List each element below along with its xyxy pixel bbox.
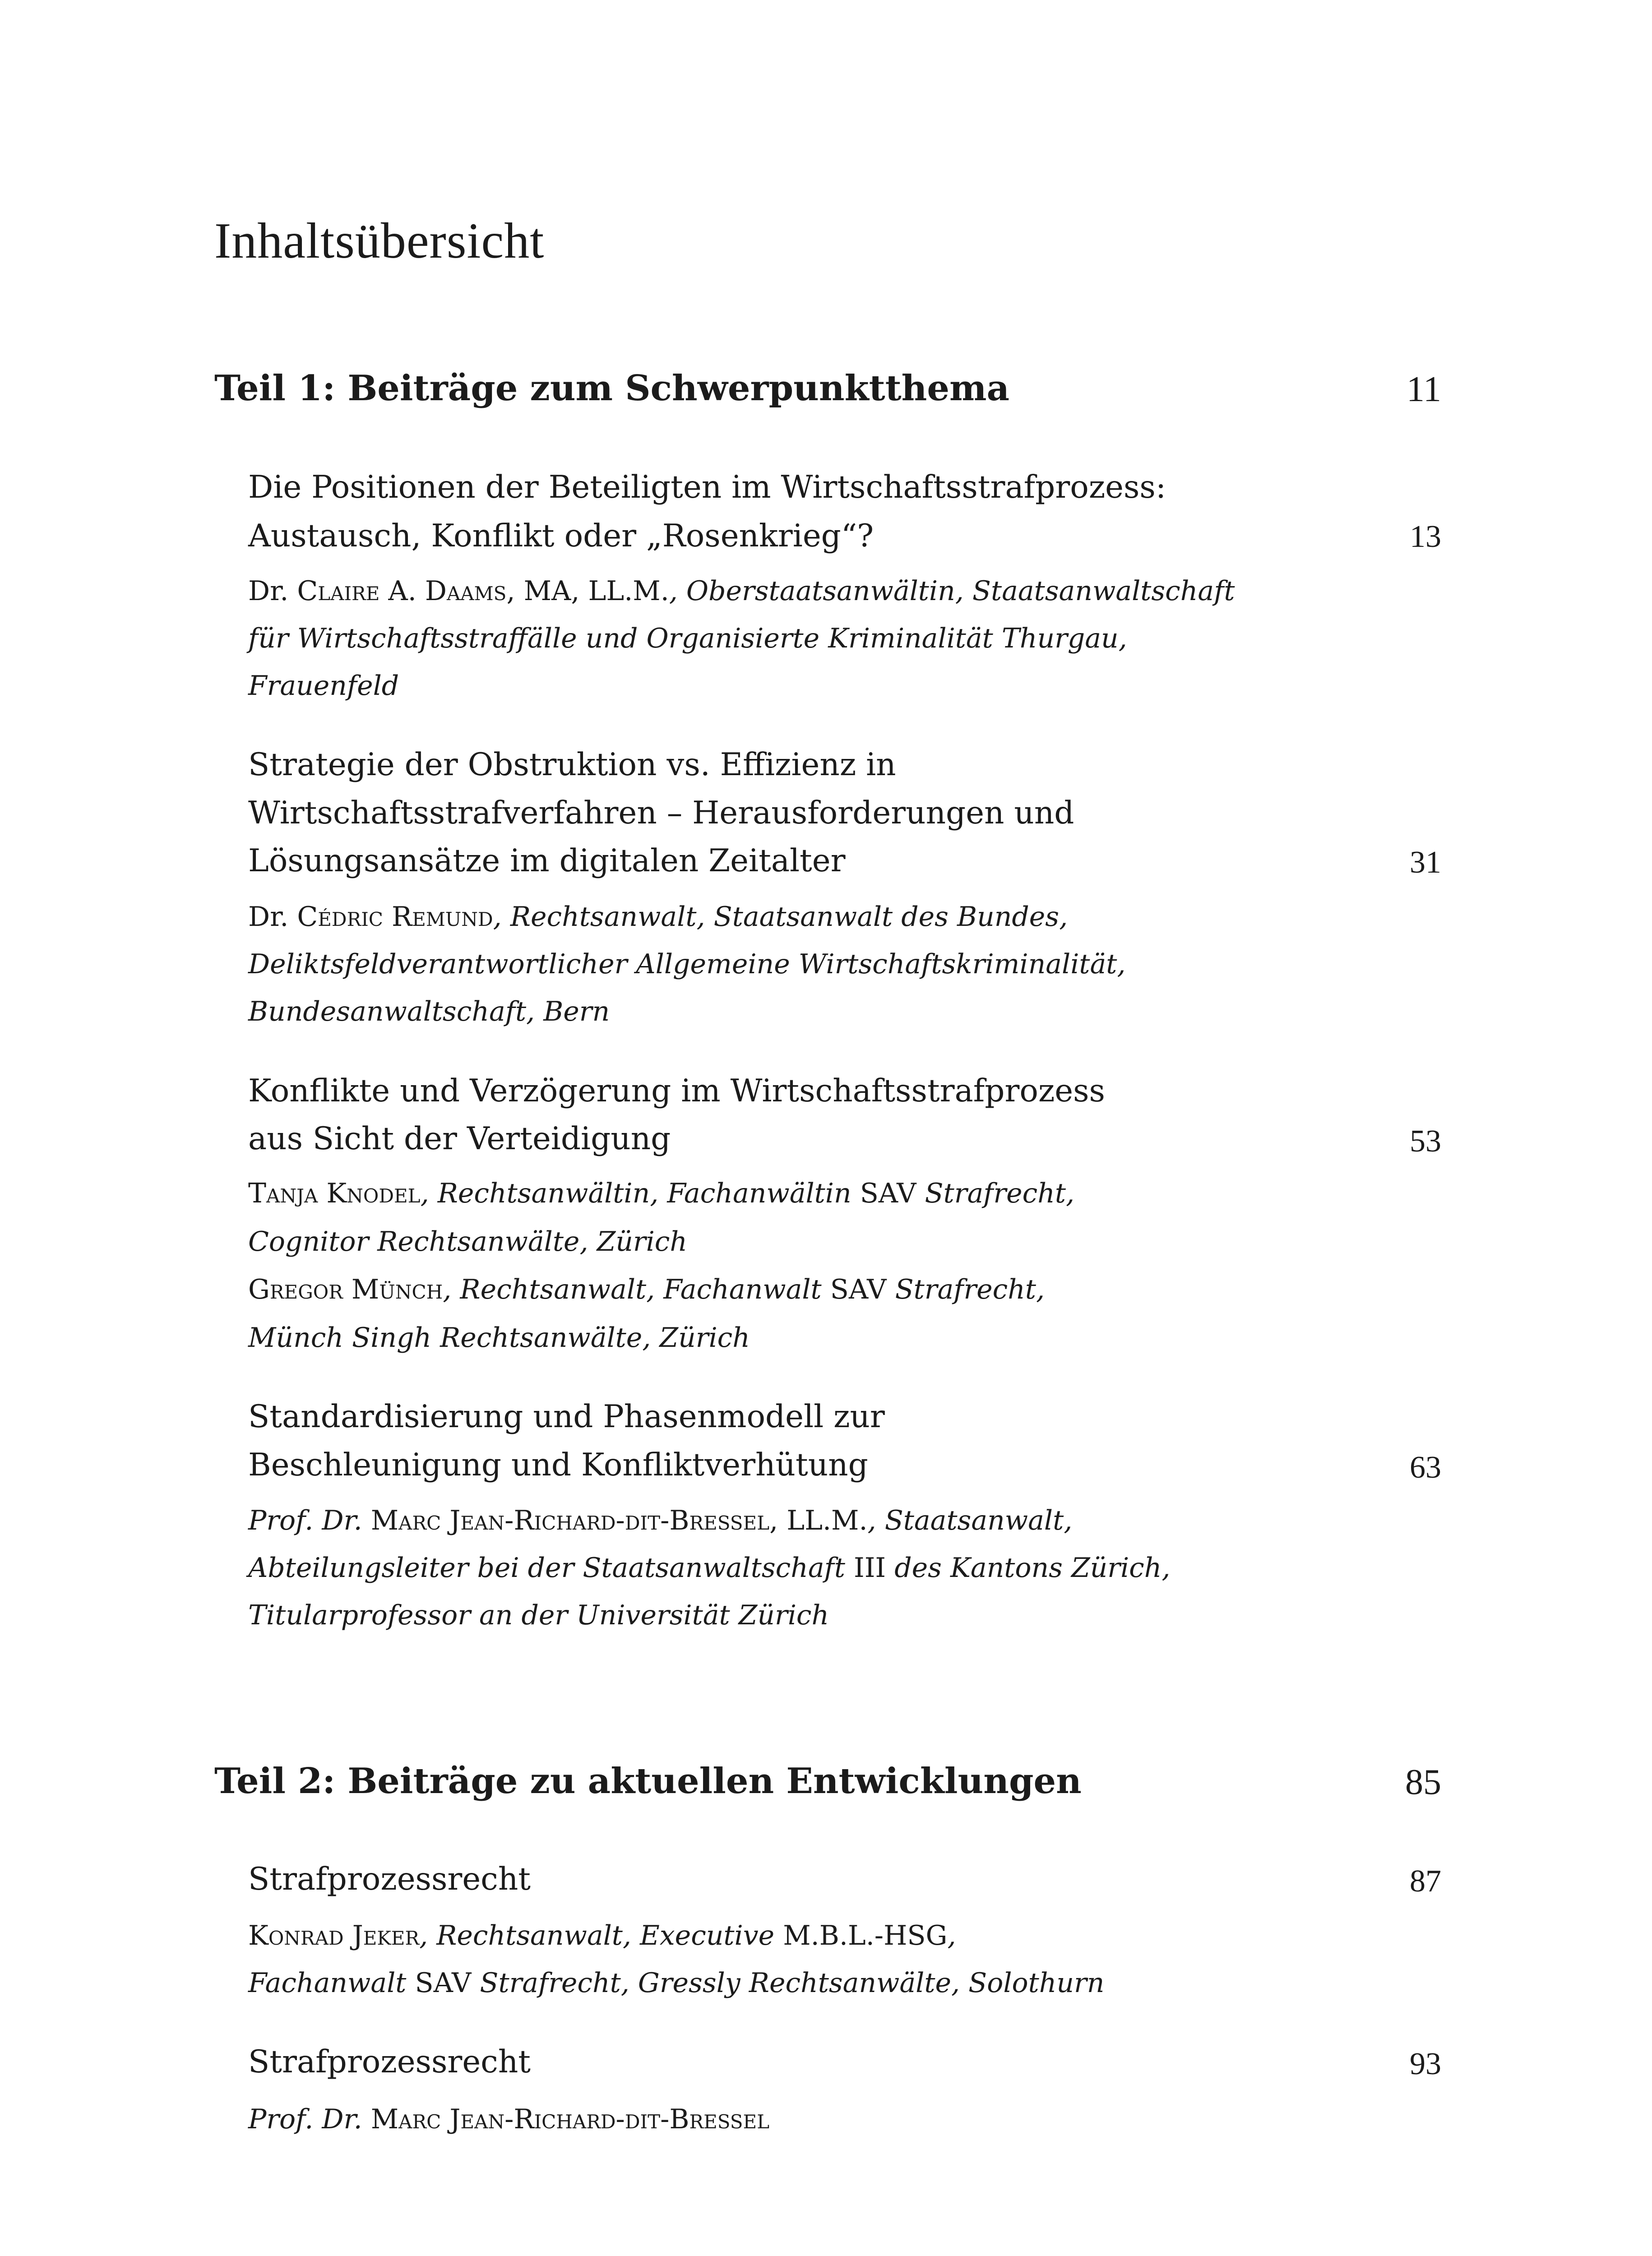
author-line xyxy=(248,1967,1104,1999)
author-text: Strafrecht, Gressly Rechtsanwälte, Solothurn xyxy=(471,1967,1105,1999)
author-text: SAV xyxy=(415,1967,472,1999)
author-text: Titularprofessor an der Universität Zürich xyxy=(248,1600,829,1631)
author-line xyxy=(248,1552,1171,1584)
entry-page-number: 13 xyxy=(1410,519,1441,554)
author-text: für Wirtschaftsstraffälle und Organisierte Kriminalität Thurgau, xyxy=(248,623,1127,654)
author-name: Tanja Knodel xyxy=(248,1178,421,1209)
author-name: Marc Jean-Richard-dit-Bressel xyxy=(370,1505,770,1536)
entry-page-number: 63 xyxy=(1410,1450,1441,1485)
author-text: , Rechtsanwalt, Staatsanwalt des Bundes, xyxy=(493,901,1068,933)
author-text: Prof. Dr. xyxy=(248,1505,371,1536)
author-text: III xyxy=(854,1552,886,1584)
author-line xyxy=(248,1178,1074,1209)
author-text: Deliktsfeldverantwortlicher Allgemeine Wirtschaftskriminalität, xyxy=(248,948,1126,980)
author-text: Cognitor Rechtsanwälte, Zürich xyxy=(248,1226,688,1257)
entry-title-line: Austausch, Konflikt oder „Rosenkrieg“? xyxy=(248,518,874,554)
entry-title-line: Die Positionen der Beteiligten im Wirtschaftsstrafprozess: xyxy=(248,469,1166,505)
author-text: , Oberstaatsanwältin, Staatsanwaltschaft xyxy=(669,575,1235,607)
author-line xyxy=(248,1920,956,1951)
author-name: Gregor Münch xyxy=(248,1274,443,1305)
author-line xyxy=(248,1600,829,1631)
entry-page-number: 93 xyxy=(1410,2047,1441,2081)
author-text: Dr. xyxy=(248,901,297,933)
author-text: , Rechtsanwalt, Fachanwalt xyxy=(443,1274,830,1305)
entry-title-line: Wirtschaftsstrafverfahren – Herausforderungen und xyxy=(248,795,1074,831)
author-line xyxy=(248,623,1127,654)
author-text: M.B.L.-HSG xyxy=(783,1920,948,1951)
author-line xyxy=(248,1226,687,1257)
author-text: des Kantons Zürich, xyxy=(886,1552,1171,1584)
author-text: SAV xyxy=(830,1274,887,1305)
author-line xyxy=(248,1322,750,1354)
entry-title-line: Strafprozessrecht xyxy=(248,1861,531,1897)
entry-title-line: Strategie der Obstruktion vs. Effizienz in xyxy=(248,747,896,783)
entry-page-number: 53 xyxy=(1410,1124,1441,1159)
entry-page-number: 31 xyxy=(1410,845,1441,880)
author-text: Frauenfeld xyxy=(248,670,399,702)
author-text: Bundesanwaltschaft, Bern xyxy=(248,996,610,1027)
author-text: Prof. Dr. xyxy=(248,2103,371,2135)
author-text: , xyxy=(947,1920,956,1951)
author-text: Fachanwalt xyxy=(248,1967,415,1999)
author-text: , Staatsanwalt, xyxy=(867,1505,1073,1536)
part-1-title: Teil 1: Beiträge zum Schwerpunktthema xyxy=(214,368,1010,409)
author-text: Abteilungsleiter bei der Staatsanwaltschaft xyxy=(248,1552,854,1584)
entry-title-line: aus Sicht der Verteidigung xyxy=(248,1121,671,1157)
entry-title-line: Strafprozessrecht xyxy=(248,2044,531,2080)
part-1-page-number: 11 xyxy=(1406,370,1441,409)
entry-title-line: Standardisierung und Phasenmodell zur xyxy=(248,1399,885,1435)
author-text: SAV xyxy=(860,1178,916,1209)
author-name: Cédric Remund xyxy=(297,901,493,933)
author-line xyxy=(248,1505,1072,1536)
author-name: Marc Jean-Richard-dit-Bressel xyxy=(370,2103,770,2135)
part-2-title: Teil 2: Beiträge zu aktuellen Entwicklungen xyxy=(214,1761,1082,1802)
author-line xyxy=(248,670,399,702)
author-text: Dr. xyxy=(248,575,297,607)
author-line xyxy=(248,948,1125,980)
author-line xyxy=(248,1274,1045,1305)
author-text: , Rechtsanwältin, Fachanwältin xyxy=(420,1178,860,1209)
author-name: Claire A. Daams xyxy=(297,575,507,607)
entry-title-line: Konflikte und Verzögerung im Wirtschaftsstrafprozess xyxy=(248,1073,1105,1109)
author-line xyxy=(248,575,1235,607)
author-text: Strafrecht, xyxy=(916,1178,1075,1209)
author-line xyxy=(248,996,610,1027)
part-2-page-number: 85 xyxy=(1405,1762,1441,1802)
entry-page-number: 87 xyxy=(1410,1864,1441,1899)
author-text: Strafrecht, xyxy=(886,1274,1045,1305)
author-line xyxy=(248,901,1068,933)
author-name: Konrad Jeker xyxy=(248,1920,420,1951)
author-line xyxy=(248,2103,769,2135)
author-text: , LL.M. xyxy=(769,1505,868,1536)
page-title: Inhaltsübersicht xyxy=(214,213,545,269)
entry-title-line: Lösungsansätze im digitalen Zeitalter xyxy=(248,843,846,879)
author-text: , Rechtsanwalt, Executive xyxy=(419,1920,783,1951)
author-text: , MA, LL.M. xyxy=(506,575,669,607)
author-text: Münch Singh Rechtsanwälte, Zürich xyxy=(248,1322,750,1354)
entry-title-line: Beschleunigung und Konfliktverhütung xyxy=(248,1447,868,1483)
